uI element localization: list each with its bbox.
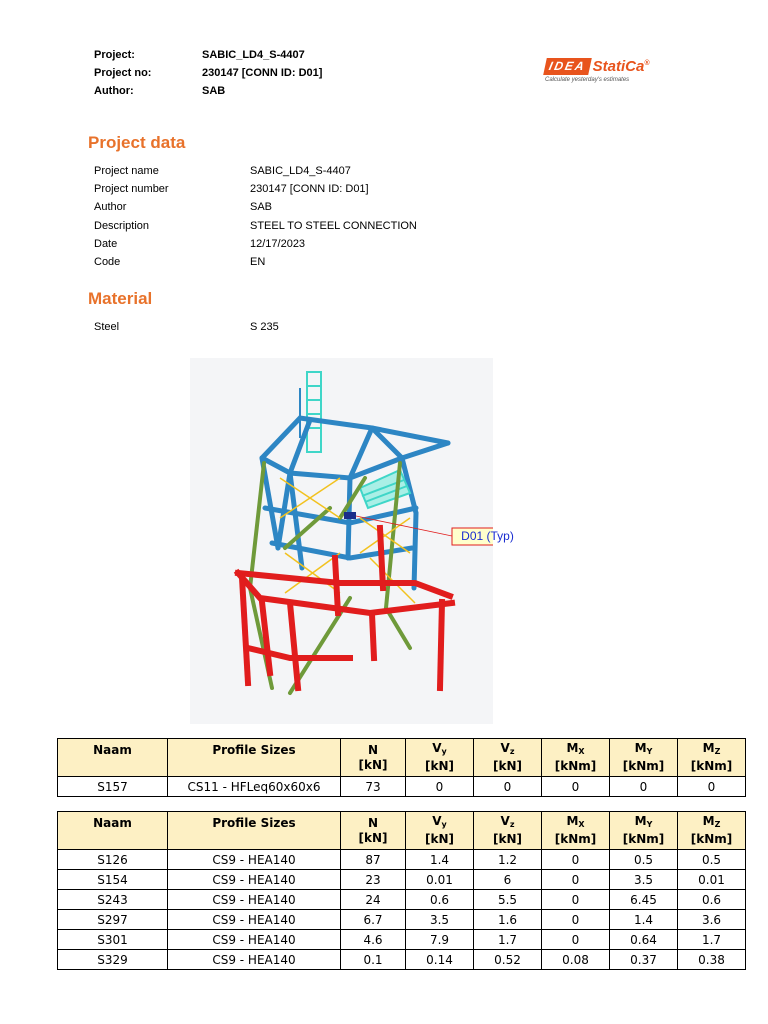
header-project-no-label: Project no: <box>94 67 152 79</box>
kv-value: 230147 [CONN ID: D01] <box>250 183 369 196</box>
cell-naam: S301 <box>58 930 168 950</box>
table-header-row <box>58 739 746 777</box>
col-n: N [kN] <box>341 739 406 777</box>
cell-mx: 0 <box>542 930 610 950</box>
cell-vy: 0.01 <box>406 870 474 890</box>
col-mx: $M_X$ [kNm] <box>542 812 610 850</box>
structure-drawing <box>190 358 493 724</box>
kv-value: S 235 <box>250 321 279 333</box>
cell-vz: 1.6 <box>474 910 542 930</box>
cell-my: 6.45 <box>610 890 678 910</box>
cell-mz: 0 <box>678 777 746 797</box>
table-header-row <box>58 812 746 850</box>
col-my: $M_Y$ [kNm] <box>610 739 678 777</box>
cell-profile: CS9 - HEA140 <box>168 950 341 970</box>
kv-key: Author <box>94 201 127 214</box>
logo-statica-text: StatiCa <box>592 57 645 75</box>
cell-vy: 0.14 <box>406 950 474 970</box>
kv-row <box>94 162 417 180</box>
table-row <box>58 890 746 910</box>
ladder-cage-frame <box>307 372 321 452</box>
cell-mz: 3.6 <box>678 910 746 930</box>
cell-vz: 0.52 <box>474 950 542 970</box>
cell-vy: 7.9 <box>406 930 474 950</box>
cell-n: 0.1 <box>341 950 406 970</box>
header-author-value: SAB <box>202 85 226 97</box>
col-profile: Profile Sizes <box>168 739 341 777</box>
cell-n: 6.7 <box>341 910 406 930</box>
col-mz: $M_Z$ [kNm] <box>678 739 746 777</box>
kv-row <box>94 318 279 336</box>
logo-statica-word <box>593 58 650 75</box>
cell-profile: CS9 - HEA140 <box>168 890 341 910</box>
cell-naam: S154 <box>58 870 168 890</box>
kv-key: Description <box>94 219 150 232</box>
header-project-no-value: 230147 [CONN ID: D01] <box>202 67 323 79</box>
idea-statica-logo <box>545 56 685 83</box>
kv-value: SABIC_LD4_S-4407 <box>250 165 351 177</box>
kv-value: STEEL TO STEEL CONNECTION <box>250 219 417 232</box>
cell-naam: S329 <box>58 950 168 970</box>
logo-idea-word: IDEA <box>543 58 591 75</box>
cell-vy: 3.5 <box>406 910 474 930</box>
cell-my: 3.5 <box>610 870 678 890</box>
kv-value: 12/17/2023 <box>250 237 306 250</box>
cell-my: 0.37 <box>610 950 678 970</box>
cell-my: 1.4 <box>610 910 678 930</box>
cell-mz: 0.38 <box>678 950 746 970</box>
col-vz: $V_z$ [kN] <box>474 739 542 777</box>
cell-mx: 0 <box>542 777 610 797</box>
cell-vy: 0 <box>406 777 474 797</box>
material-list <box>94 318 279 336</box>
kv-row <box>94 253 417 271</box>
cell-profile: CS11 - HFLeq60x60x6 <box>168 777 341 797</box>
cell-vz: 6 <box>474 870 542 890</box>
report-header <box>94 46 322 100</box>
cell-mx: 0 <box>542 850 610 870</box>
cell-my: 0 <box>610 777 678 797</box>
cell-naam: S157 <box>58 777 168 797</box>
kv-row <box>94 217 417 235</box>
cell-n: 4.6 <box>341 930 406 950</box>
kv-key: Project number <box>94 183 169 196</box>
table-row <box>58 950 746 970</box>
col-n: N [kN] <box>341 812 406 850</box>
cell-profile: CS9 - HEA140 <box>168 910 341 930</box>
cell-mz: 1.7 <box>678 930 746 950</box>
cell-profile: CS9 - HEA140 <box>168 930 341 950</box>
cell-profile: CS9 - HEA140 <box>168 870 341 890</box>
cell-vz: 0 <box>474 777 542 797</box>
cell-n: 87 <box>341 850 406 870</box>
kv-key: Steel <box>94 321 120 333</box>
cell-mx: 0 <box>542 870 610 890</box>
structure-3d-model <box>190 358 514 724</box>
table-row <box>58 910 746 930</box>
table-row <box>58 870 746 890</box>
cell-naam: S297 <box>58 910 168 930</box>
logo-tagline: Calculate yesterday's estimates <box>545 77 630 83</box>
connection-marker <box>344 512 356 519</box>
callout-label: D01 (Typ) <box>461 529 514 543</box>
material-title: Material <box>88 289 153 308</box>
cell-mz: 0.6 <box>678 890 746 910</box>
logo-reg-mark: ® <box>644 59 650 67</box>
col-vy: $V_y$ [kN] <box>406 812 474 850</box>
kv-key: Date <box>94 237 118 250</box>
col-vy: $V_y$ [kN] <box>406 739 474 777</box>
kv-value: EN <box>250 256 266 269</box>
table-row <box>58 930 746 950</box>
cell-n: 24 <box>341 890 406 910</box>
cell-n: 73 <box>341 777 406 797</box>
col-mx: $M_X$ [kNm] <box>542 739 610 777</box>
kv-key: Project name <box>94 165 159 177</box>
red-base-frame <box>238 528 452 688</box>
col-vz: $V_z$ [kN] <box>474 812 542 850</box>
col-mz: $M_Z$ [kNm] <box>678 812 746 850</box>
cell-my: 0.64 <box>610 930 678 950</box>
col-profile: Profile Sizes <box>168 812 341 850</box>
cell-vy: 0.6 <box>406 890 474 910</box>
cell-mx: 0.08 <box>542 950 610 970</box>
col-naam: Naam <box>58 812 168 850</box>
table-row <box>58 850 746 870</box>
cyan-stair <box>360 470 410 508</box>
cell-my: 0.5 <box>610 850 678 870</box>
cell-vz: 1.2 <box>474 850 542 870</box>
cell-naam: S126 <box>58 850 168 870</box>
project-data-title: Project data <box>88 133 186 152</box>
cell-mz: 0.5 <box>678 850 746 870</box>
cell-mz: 0.01 <box>678 870 746 890</box>
table-row <box>58 777 746 797</box>
cell-vy: 1.4 <box>406 850 474 870</box>
col-naam: Naam <box>58 739 168 777</box>
kv-row <box>94 198 417 216</box>
cell-n: 23 <box>341 870 406 890</box>
header-project-value: SABIC_LD4_S-4407 <box>202 49 305 61</box>
project-data-list <box>94 162 417 271</box>
cell-vz: 5.5 <box>474 890 542 910</box>
cell-mx: 0 <box>542 890 610 910</box>
load-table-2 <box>57 811 746 970</box>
cell-mx: 0 <box>542 910 610 930</box>
load-table-1 <box>57 738 746 797</box>
cell-vz: 1.7 <box>474 930 542 950</box>
header-project-label: Project: <box>94 49 135 61</box>
cell-profile: CS9 - HEA140 <box>168 850 341 870</box>
header-author-label: Author: <box>94 85 134 97</box>
kv-row <box>94 235 417 253</box>
kv-value: SAB <box>250 201 273 214</box>
kv-key: Code <box>94 256 121 269</box>
kv-row <box>94 180 417 198</box>
col-my: $M_Y$ [kNm] <box>610 812 678 850</box>
cell-naam: S243 <box>58 890 168 910</box>
upper-blue-frame <box>262 418 448 588</box>
